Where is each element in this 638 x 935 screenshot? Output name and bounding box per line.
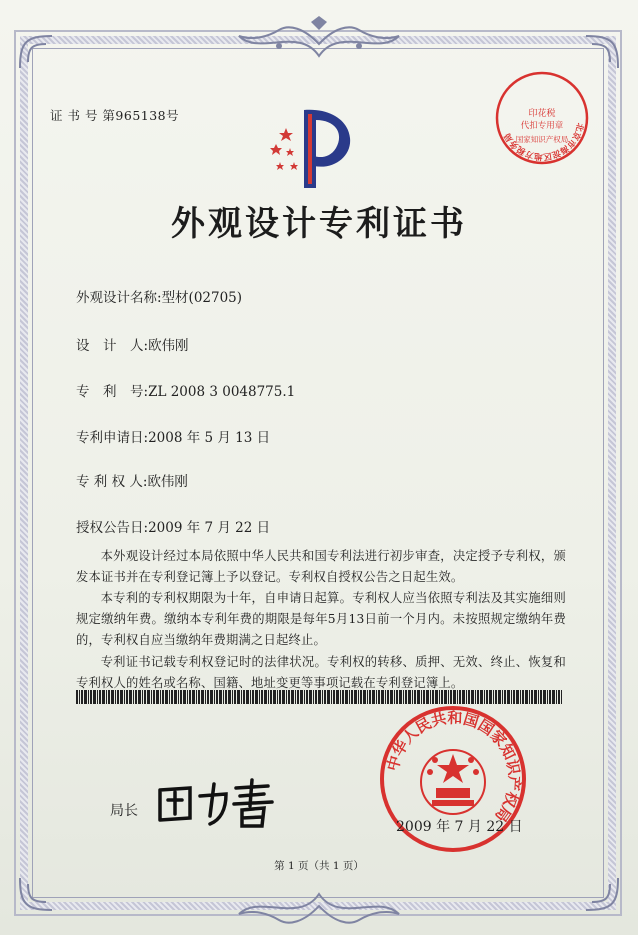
director-label: 局长 xyxy=(110,803,138,819)
corner-ornament-tl xyxy=(16,32,56,72)
field-label: 外观设计名称: xyxy=(76,290,162,306)
corner-ornament-tr xyxy=(582,32,622,72)
certificate-title: 外观设计专利证书 xyxy=(171,204,467,244)
field-label: 专利申请日: xyxy=(76,430,149,446)
field-value: 欧伟刚 xyxy=(147,474,188,490)
small-seal-line1: 印花税 xyxy=(528,109,556,119)
corner-ornament-bl xyxy=(16,874,56,914)
field-patent-number xyxy=(76,380,295,400)
field-label: 专 利 权 人: xyxy=(76,474,148,490)
seal-ring-text: 中华人民共和国国家知识产权局 xyxy=(383,708,524,826)
barcode xyxy=(76,690,562,704)
certificate-number: 证 书 号 第965138号 xyxy=(50,108,180,123)
field-label: 授权公告日: xyxy=(76,520,149,536)
top-ornament xyxy=(219,16,419,62)
paragraph-term: 本专利的专利权期限为十年，自申请日起算。专利权人应当依照专利法及其实施细则规定缴纳年费。缴纳本专利年费的期限是每年5月13日前一个月内。未按照规定缴纳年费的，专利权自应当缴纳年费期满之日起终止。 xyxy=(76,591,566,647)
bottom-ornament xyxy=(219,890,419,930)
field-design-name xyxy=(76,286,242,306)
page-footer: 第 1 页（共 1 页） xyxy=(274,860,364,872)
paragraph-legal-status: 专利证书记载专利权登记时的法律状况。专利权的转移、质押、无效、终止、恢复和专利权人的姓名或名称、国籍、地址变更等事项记载在专利登记簿上。 xyxy=(76,655,566,690)
field-value: 型材(02705) xyxy=(161,290,243,306)
field-value: 2008 年 5 月 13 日 xyxy=(148,430,271,446)
field-value: 欧伟刚 xyxy=(148,338,189,354)
field-designer xyxy=(76,334,189,354)
patent-office-logo-icon xyxy=(264,100,364,195)
field-value: 2009 年 7 月 22 日 xyxy=(148,520,271,536)
corner-ornament-br xyxy=(582,874,622,914)
field-value: ZL 2008 3 0048775.1 xyxy=(148,384,296,400)
field-label: 设 计 人: xyxy=(76,338,149,354)
small-seal-line2: 代扣专用章 xyxy=(520,121,564,131)
paragraph-grant: 本外观设计经过本局依照中华人民共和国专利法进行初步审查，决定授予专利权，颁发本证书并在专利登记簿上予以登记。专利权自授权公告之日起生效。 xyxy=(76,549,566,584)
small-seal-bottom: 国家知识产权局 xyxy=(515,135,569,144)
field-announcement-date xyxy=(76,516,270,536)
stamp-duty-seal xyxy=(494,70,590,166)
signing-date: 2009 年 7 月 22 日 xyxy=(396,819,523,835)
field-application-date xyxy=(76,426,270,446)
small-seal-ring-text: 北京市海淀区地方税务局 xyxy=(502,121,585,162)
field-label: 专 利 号: xyxy=(76,384,149,400)
field-patentee xyxy=(76,470,188,490)
director-signature xyxy=(150,770,280,830)
